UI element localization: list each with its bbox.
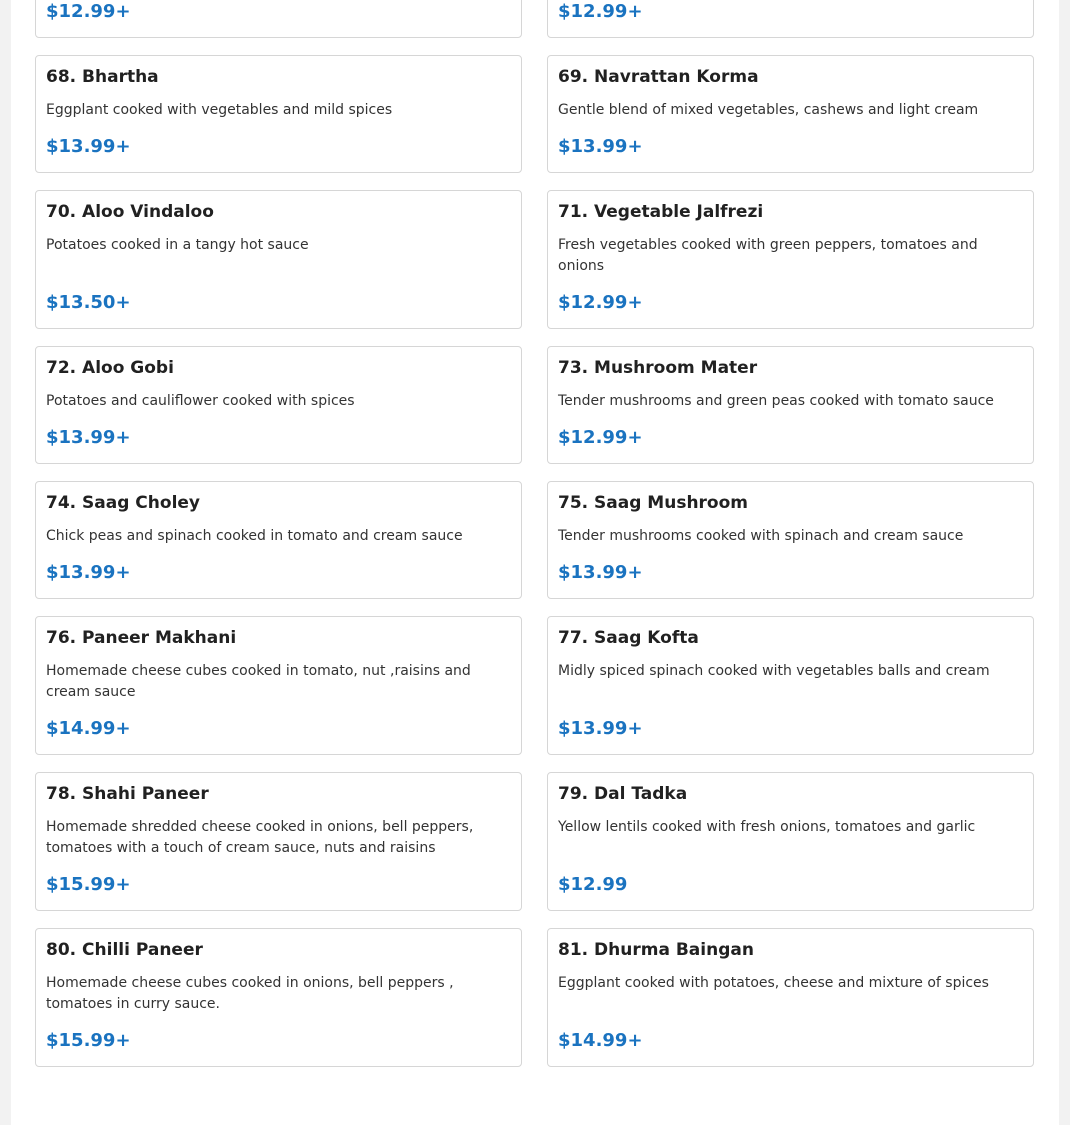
menu-item-card[interactable]: [35, 928, 522, 1067]
menu-item-price: $13.99+: [558, 718, 643, 739]
menu-item-price: $14.99+: [558, 1030, 643, 1051]
menu-item-card[interactable]: [35, 481, 522, 599]
menu-item-price: $13.99+: [558, 562, 643, 583]
menu-item-title: 75. Saag Mushroom: [558, 493, 749, 513]
menu-item-price: $12.99+: [558, 1, 643, 22]
menu-item-price: $13.99+: [46, 136, 131, 157]
menu-item-card[interactable]: [35, 616, 522, 755]
menu-item-price: $12.99: [558, 874, 628, 895]
menu-item-card[interactable]: [35, 0, 522, 38]
menu-item-title: 72. Aloo Gobi: [46, 358, 174, 378]
menu-item-card[interactable]: [547, 616, 1034, 755]
menu-item-price: $12.99+: [558, 292, 643, 313]
menu-item-card[interactable]: [547, 481, 1034, 599]
menu-item-description: Homemade cheese cubes cooked in tomato, nut ,raisins and cream sauce: [46, 663, 471, 700]
menu-item-card[interactable]: [35, 190, 522, 329]
menu-item-title: 70. Aloo Vindaloo: [46, 202, 214, 222]
menu-item-card[interactable]: [547, 928, 1034, 1067]
menu-item-title: 76. Paneer Makhani: [46, 628, 237, 648]
menu-item-price: $13.99+: [46, 427, 131, 448]
menu-item-price: $14.99+: [46, 718, 131, 739]
menu-page: [11, 0, 1059, 1125]
menu-item-description: Homemade cheese cubes cooked in onions, bell peppers , tomatoes in curry sauce.: [46, 975, 454, 1012]
menu-item-title: 74. Saag Choley: [46, 493, 201, 513]
menu-item-description: Potatoes cooked in a tangy hot sauce: [46, 237, 309, 253]
menu-item-description: Eggplant cooked with vegetables and mild spices: [46, 102, 393, 118]
menu-item-title: 81. Dhurma Baingan: [558, 940, 754, 960]
menu-item-title: 69. Navrattan Korma: [558, 67, 759, 87]
menu-item-description: Midly spiced spinach cooked with vegetables balls and cream: [558, 663, 990, 679]
menu-item-description: Tender mushrooms and green peas cooked with tomato sauce: [558, 393, 994, 409]
menu-item-price: $13.99+: [558, 136, 643, 157]
menu-item-card[interactable]: [547, 55, 1034, 173]
menu-item-title: 68. Bhartha: [46, 67, 159, 87]
menu-item-card[interactable]: [547, 190, 1034, 329]
menu-item-description: Yellow lentils cooked with fresh onions, tomatoes and garlic: [558, 819, 976, 835]
menu-item-price: $15.99+: [46, 1030, 131, 1051]
menu-item-card[interactable]: [35, 346, 522, 464]
menu-item-description: Potatoes and cauliflower cooked with spices: [46, 393, 355, 409]
menu-item-title: 77. Saag Kofta: [558, 628, 699, 648]
menu-item-title: 79. Dal Tadka: [558, 784, 688, 804]
menu-item-price: $15.99+: [46, 874, 131, 895]
menu-item-title: 78. Shahi Paneer: [46, 784, 209, 804]
menu-item-card[interactable]: [547, 772, 1034, 911]
menu-item-title: 73. Mushroom Mater: [558, 358, 758, 378]
menu-item-card[interactable]: [35, 772, 522, 911]
menu-item-price: $13.99+: [46, 562, 131, 583]
menu-item-description: Tender mushrooms cooked with spinach and cream sauce: [558, 528, 964, 544]
menu-item-title: 71. Vegetable Jalfrezi: [558, 202, 764, 222]
menu-item-price: $13.50+: [46, 292, 131, 313]
menu-item-description: Fresh vegetables cooked with green peppers, tomatoes and onions: [558, 237, 978, 274]
menu-item-card[interactable]: [547, 0, 1034, 38]
menu-item-price: $12.99+: [558, 427, 643, 448]
menu-item-description: Chick peas and spinach cooked in tomato and cream sauce: [46, 528, 463, 544]
menu-item-card[interactable]: [35, 55, 522, 173]
menu-item-title: 80. Chilli Paneer: [46, 940, 203, 960]
menu-item-card[interactable]: [547, 346, 1034, 464]
menu-item-price: $12.99+: [46, 1, 131, 22]
menu-item-description: Eggplant cooked with potatoes, cheese and mixture of spices: [558, 975, 989, 991]
menu-item-description: Homemade shredded cheese cooked in onions, bell peppers, tomatoes with a touch of cream sauce, nuts and raisins: [46, 819, 474, 856]
menu-item-description: Gentle blend of mixed vegetables, cashews and light cream: [558, 102, 979, 118]
menu-grid: [35, 0, 1034, 1067]
